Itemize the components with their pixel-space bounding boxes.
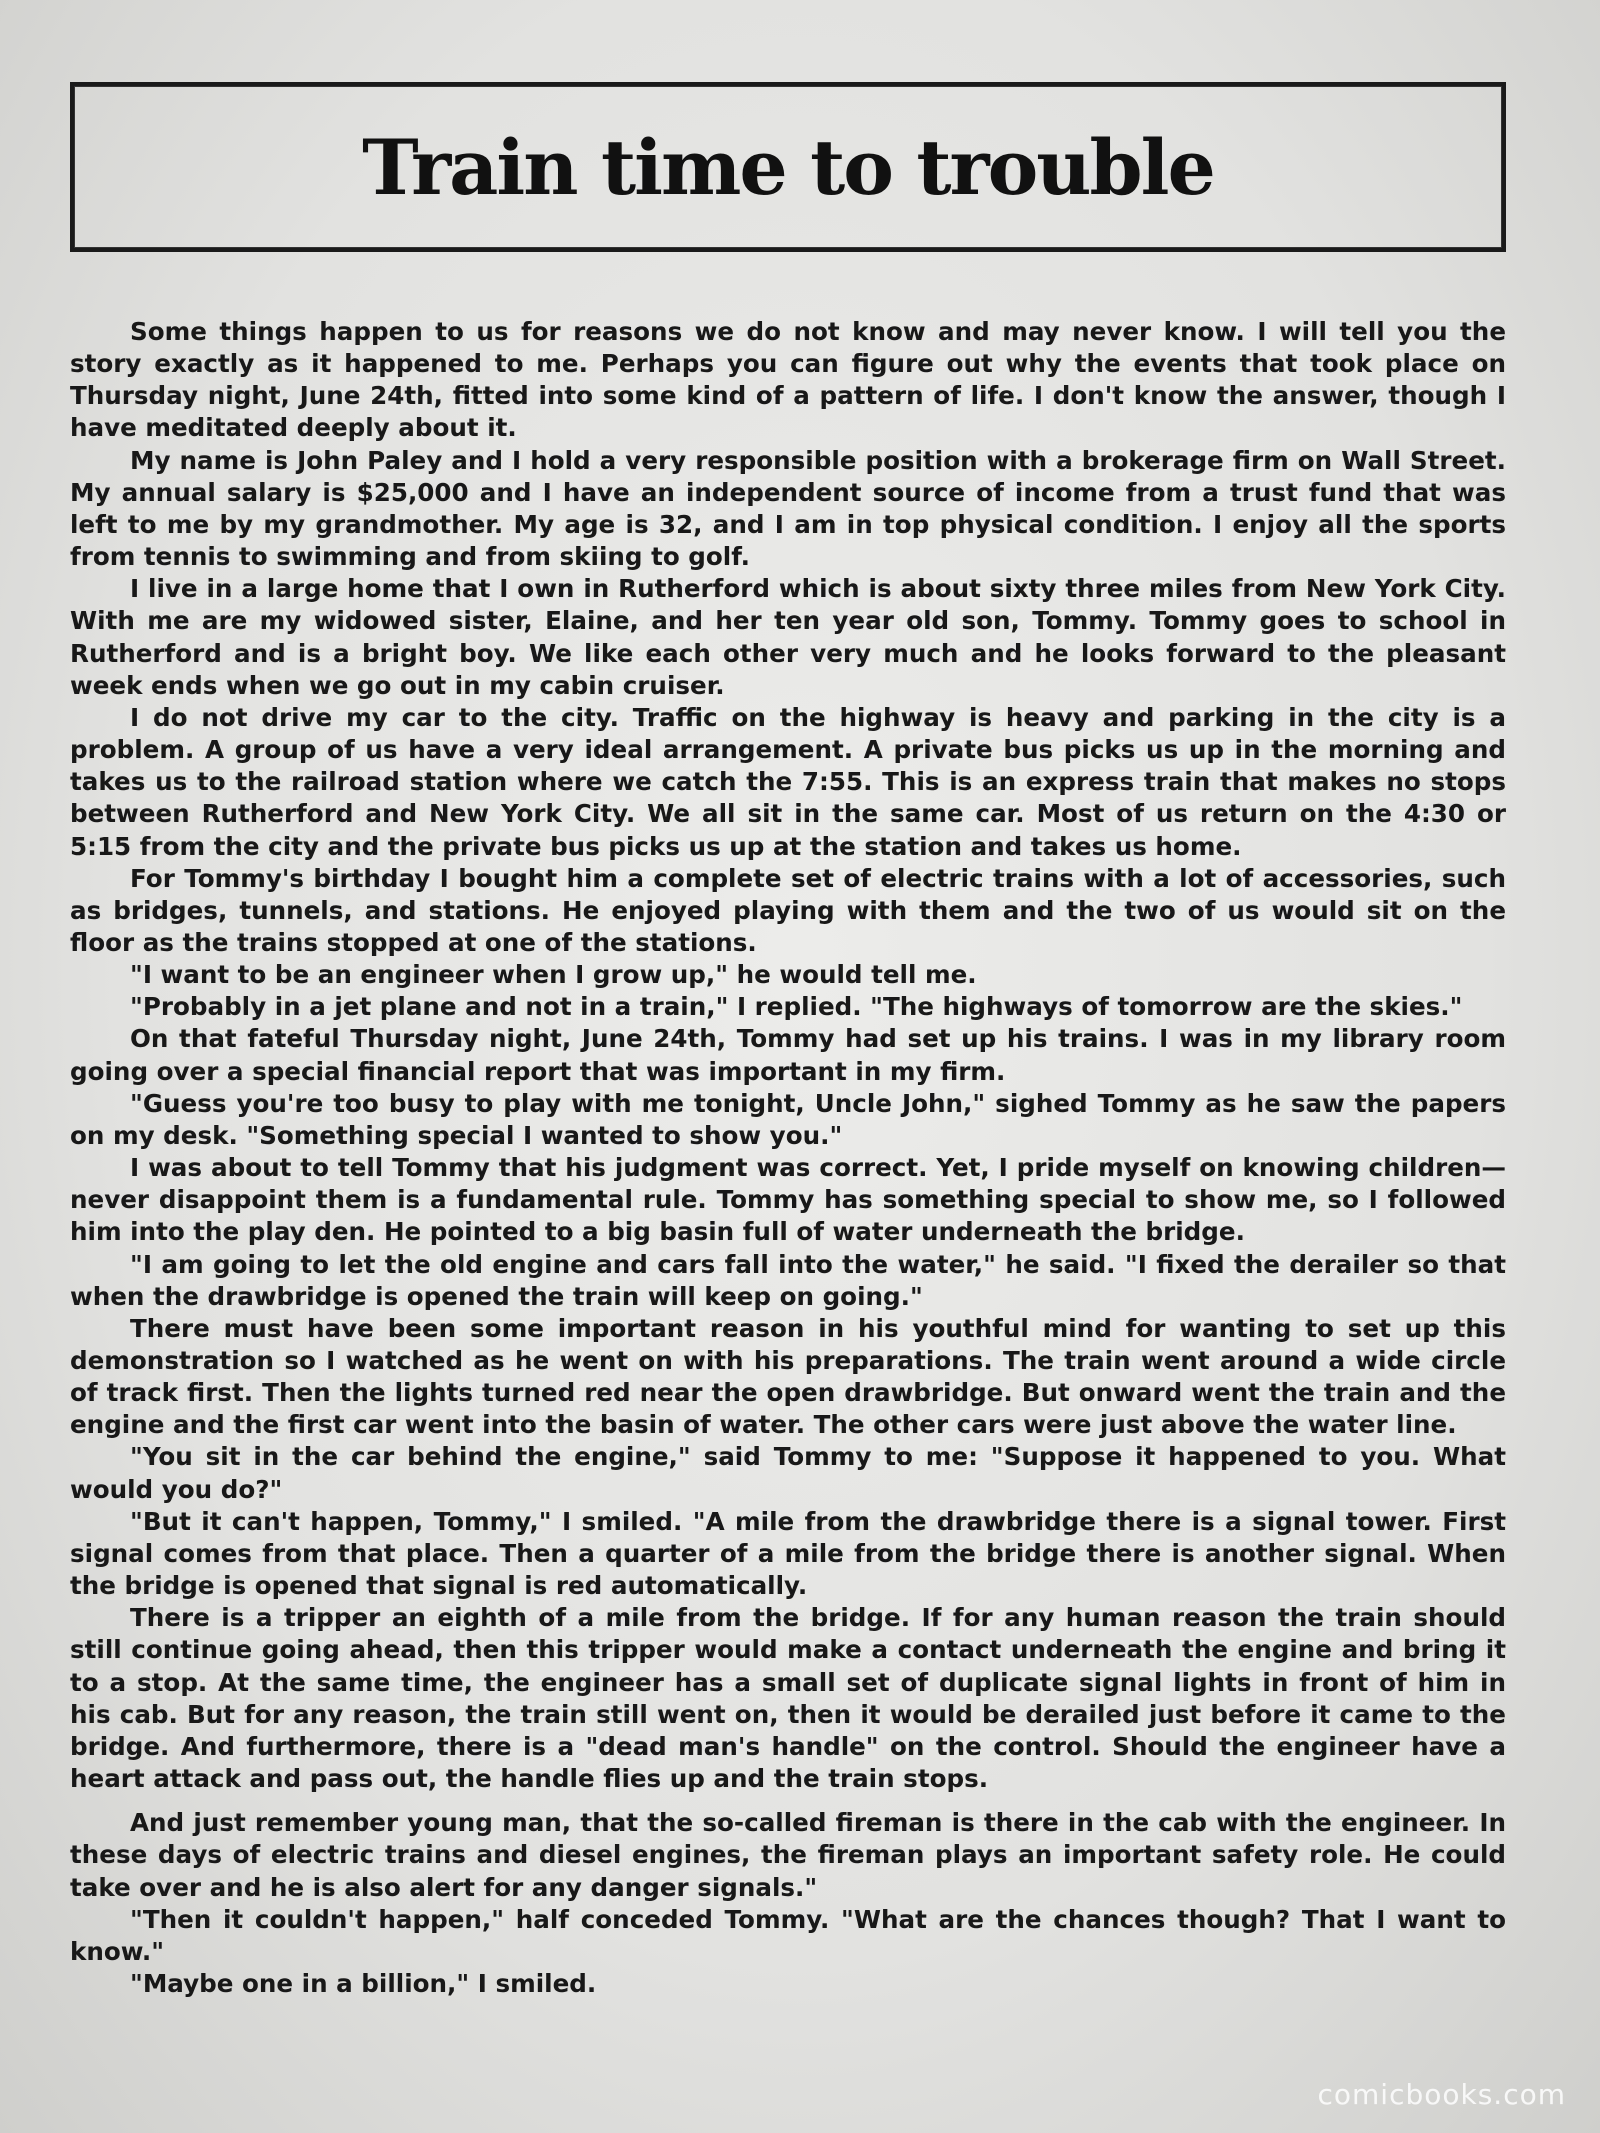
paragraph: "Maybe one in a billion," I smiled. <box>130 1968 597 1998</box>
paragraph: There is a tripper an eighth of a mile from the bridge. If for any human reason the train should still continue going ahead, then this tripper would make a contact underneath the engine and bring it to a stop. At the same time, the engineer has a small set of duplicate signal lights in front of him in his cab. But for any reason, the train still went on, then it would be derailed just before it came to the bridge. And furthermore, there is a "dead man's handle" on the control. Should the engineer have a heart attack and pass out, the handle flies up and the train stops. <box>70 1603 1506 1794</box>
paragraph: "You sit in the car behind the engine," said Tommy to me: "Suppose it happened to you. What would you do?" <box>70 1442 1506 1504</box>
paragraph: "But it can't happen, Tommy," I smiled. "A mile from the drawbridge there is a signal tower. First signal comes from that place. Then a quarter of a mile from the bridge there is another signal. When the bridge is opened that signal is red automatically. <box>70 1506 1506 1601</box>
paragraph: I do not drive my car to the city. Traffic on the highway is heavy and parking in the city is a problem. A group of us have a very ideal arrangement. A private bus picks us up in the morning and takes us to the railroad station where we catch the 7:55. This is an express train that makes no stops between Rutherford and New York City. We all sit in the same car. Most of us return on the 4:30 or 5:15 from the city and the private bus picks us up at the station and takes us home. <box>70 702 1506 861</box>
paragraph: I was about to tell Tommy that his judgment was correct. Yet, I pride myself on knowing children—never disappoint them is a fundamental rule. Tommy has something special to show me, so I followed him into the play den. He pointed to a big basin full of water underneath the bridge. <box>70 1153 1506 1247</box>
watermark: comicbooks.com <box>1317 2078 1566 2111</box>
paragraph: My name is John Paley and I hold a very responsible position with a brokerage firm on Wall Street. My annual salary is $25,000 and I have an independent source of income from a trust fund that was left to me by my grandmother. My age is 32, and I am in top physical condition. I enjoy all the sports from tennis to swimming and from skiing to golf. <box>70 445 1506 572</box>
story-body <box>70 316 1506 2000</box>
paragraph: There must have been some important reason in his youthful mind for wanting to set up this demonstration so I watched as he went on with his preparations. The train went around a wide circle of track first. Then the lights turned red near the open drawbridge. But onward went the train and the engine and the first car went into the basin of water. The other cars were just above the water line. <box>70 1313 1506 1440</box>
title-box <box>70 82 1506 252</box>
paragraph: "I am going to let the old engine and cars fall into the water," he said. "I fixed the derailer so that when the drawbridge is opened the train will keep on going." <box>70 1249 1506 1311</box>
paragraph: For Tommy's birthday I bought him a complete set of electric trains with a lot of accessories, such as bridges, tunnels, and stations. He enjoyed playing with them and the two of us would sit on the floor as the trains stopped at one of the stations. <box>70 863 1506 957</box>
paragraph: "Then it couldn't happen," half conceded Tommy. "What are the chances though? That I want to know." <box>70 1904 1506 1966</box>
paragraph: And just remember young man, that the so-called fireman is there in the cab with the engineer. In these days of electric trains and diesel engines, the fireman plays an important safety role. He could take over and he is also alert for any danger signals." <box>70 1808 1506 1902</box>
paragraph: Some things happen to us for reasons we do not know and may never know. I will tell you the story exactly as it happened to me. Perhaps you can figure out why the events that took place on Thursday night, June 24th, fitted into some kind of a pattern of life. I don't know the answer, though I have meditated deeply about it. <box>70 317 1506 443</box>
story-title: Train time to trouble <box>362 122 1214 212</box>
paragraph: "Guess you're too busy to play with me tonight, Uncle John," sighed Tommy as he saw the papers on my desk. "Something special I wanted to show you." <box>70 1088 1506 1150</box>
paragraph: I live in a large home that I own in Rutherford which is about sixty three miles from New York City. With me are my widowed sister, Elaine, and her ten year old son, Tommy. Tommy goes to school in Rutherford and is a bright boy. We like each other very much and he looks forward to the pleasant week ends when we go out in my cabin cruiser. <box>70 574 1506 700</box>
paragraph: On that fateful Thursday night, June 24th, Tommy had set up his trains. I was in my library room going over a special financial report that was important in my firm. <box>70 1024 1506 1086</box>
paragraph: "Probably in a jet plane and not in a train," I replied. "The highways of tomorrow are the skies." <box>130 992 1463 1022</box>
paragraph: "I want to be an engineer when I grow up," he would tell me. <box>130 960 977 990</box>
